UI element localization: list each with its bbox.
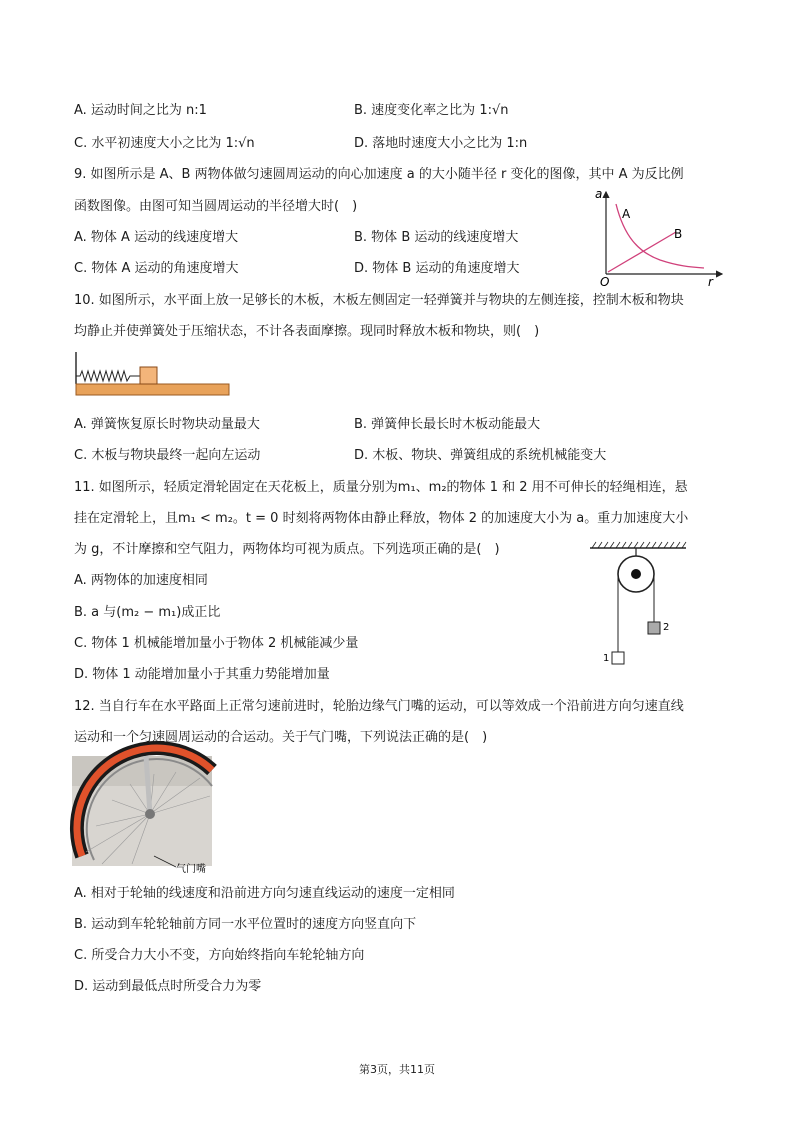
q12-option-a: A. 相对于轮轴的线速度和沿前进方向匀速直线运动的速度一定相同	[74, 886, 455, 901]
q10-block	[140, 367, 157, 384]
q8-option-a: A. 运动时间之比为 n:1	[74, 103, 207, 118]
q9-curve-a-label: A	[622, 207, 631, 221]
q12-option-d: D. 运动到最低点时所受合力为零	[74, 979, 262, 994]
q12-option-b: B. 运动到车轮轮轴前方同一水平位置时的速度方向竖直向下	[74, 917, 417, 932]
q11-block-1-label: 1	[603, 653, 610, 664]
q9-acceleration-radius-graph	[590, 186, 730, 289]
q11-block-1	[612, 652, 624, 664]
q10-board	[76, 384, 229, 395]
q11-block-2-label: 2	[663, 622, 670, 633]
q10-option-c: C. 木板与物块最终一起向左运动	[74, 448, 261, 463]
page-footer: 第3页，共11页	[359, 1063, 435, 1076]
q9-line-b-label: B	[674, 227, 683, 241]
q9-stem-line2: 函数图像。由图可知当圆周运动的半径增大时( )	[74, 199, 358, 214]
q12-hub	[145, 809, 155, 819]
q9-option-b: B. 物体 B 运动的线速度增大	[354, 230, 519, 245]
q9-stem-line1: 9. 如图所示是 A、B 两物体做匀速圆周运动的向心加速度 a 的大小随半径 r 变化的图像，其中 A 为反比例	[74, 167, 684, 182]
q11-option-b: B. a 与(m₂ − m₁)成正比	[74, 605, 221, 620]
q11-ceiling-hatch	[592, 542, 686, 548]
q12-option-c: C. 所受合力大小不变，方向始终指向车轮轮轴方向	[74, 948, 365, 963]
q11-stem-line3: 为 g，不计摩擦和空气阻力，两物体均可视为质点。下列选项正确的是( )	[74, 542, 500, 557]
q11-pulley-figure	[586, 540, 696, 670]
q8-option-b: B. 速度变化率之比为 1:√n	[354, 103, 509, 118]
q9-x-axis-label: r	[708, 275, 713, 289]
q10-option-d: D. 木板、物块、弹簧组成的系统机械能变大	[354, 448, 607, 463]
q11-option-a: A. 两物体的加速度相同	[74, 573, 208, 588]
q10-board-spring-block-figure	[72, 350, 234, 400]
q11-block-2	[648, 622, 660, 634]
q8-option-c: C. 水平初速度大小之比为 1:√n	[74, 136, 255, 151]
q12-bicycle-wheel-photo	[72, 756, 252, 876]
q10-spring	[76, 371, 140, 381]
q12-stem-line1: 12. 当自行车在水平路面上正常匀速前进时，轮胎边缘气门嘴的运动，可以等效成一个沿前进方向匀速直线	[74, 699, 684, 714]
q10-stem-line2: 均静止并使弹簧处于压缩状态，不计各表面摩擦。现同时释放木板和物块，则( )	[74, 324, 540, 339]
q12-valve-label: 气门嘴	[176, 864, 206, 875]
q9-option-c: C. 物体 A 运动的角速度增大	[74, 261, 239, 276]
q9-y-axis-label: a	[595, 187, 603, 201]
q11-stem-line1: 11. 如图所示，轻质定滑轮固定在天花板上，质量分别为m₁、m₂的物体 1 和 2 用不可伸长的轻绳相连，悬	[74, 480, 688, 495]
q9-option-a: A. 物体 A 运动的线速度增大	[74, 230, 239, 245]
q8-option-d: D. 落地时速度大小之比为 1:n	[354, 136, 528, 151]
q11-option-c: C. 物体 1 机械能增加量小于物体 2 机械能减少量	[74, 636, 359, 651]
q10-option-b: B. 弹簧伸长最长时木板动能最大	[354, 417, 541, 432]
q12-stem-line2: 运动和一个匀速圆周运动的合运动。关于气门嘴，下列说法正确的是( )	[74, 730, 488, 745]
q9-origin-label: O	[600, 275, 610, 289]
q10-stem-line1: 10. 如图所示，水平面上放一足够长的木板，木板左侧固定一轻弹簧并与物块的左侧连接，控制木板和物块	[74, 293, 684, 308]
q9-line-b	[608, 232, 676, 272]
q9-option-d: D. 物体 B 运动的角速度增大	[354, 261, 520, 276]
q11-pulley-axle	[631, 569, 641, 579]
q11-option-d: D. 物体 1 动能增加量小于其重力势能增加量	[74, 667, 330, 682]
q10-option-a: A. 弹簧恢复原长时物块动量最大	[74, 417, 260, 432]
q11-stem-line2: 挂在定滑轮上，且m₁ < m₂。t = 0 时刻将两物体由静止释放，物体 2 的加速度大小为 a。重力加速度大小	[74, 511, 689, 526]
